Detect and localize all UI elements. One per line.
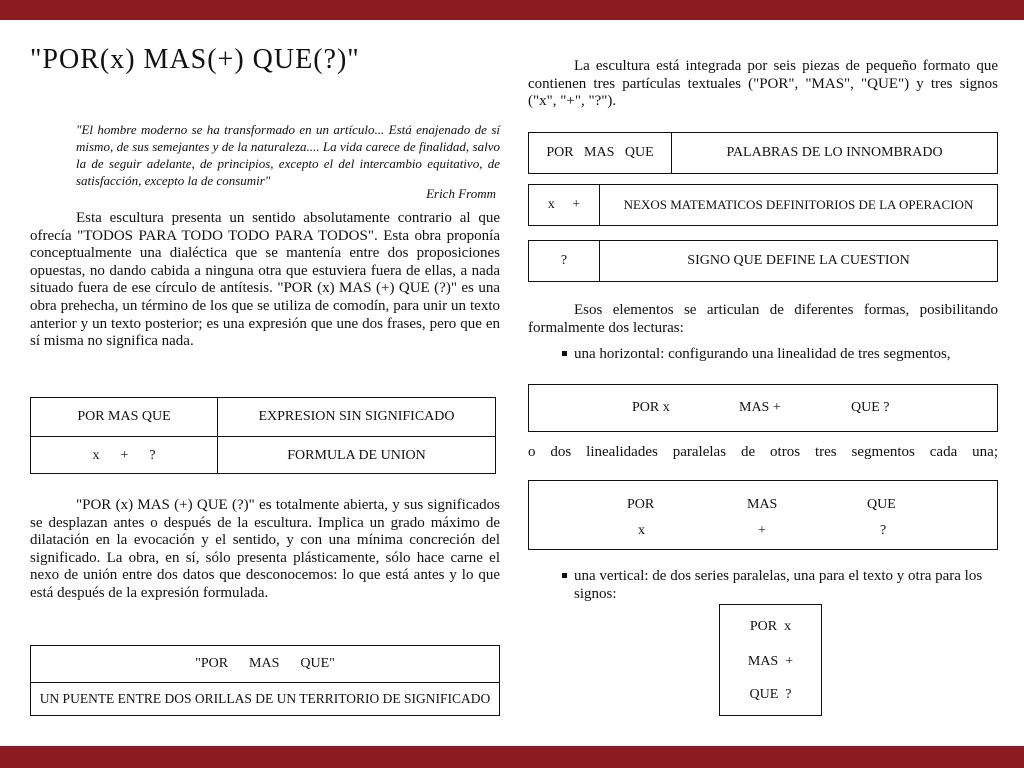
table-row: [31, 398, 495, 436]
segment: POR x: [749, 619, 792, 634]
segment-word: POR: [627, 497, 655, 512]
left-paragraph-2: "POR (x) MAS (+) QUE (?)" es totalmente abierta, y sus significados se desplazan antes o después de la escultura. Implica un grado máximo de dilatación en la evocación y el sentido, y con una mínima concreción del significado. La obra, en sí, sólo presenta plásticamente, sólo hace carne el nexo de unión entre dos datos que desconocemos: lo que está antes y lo que está después de la expresión formulada.: [30, 497, 500, 601]
pieces-table-2: [528, 184, 998, 226]
segment: MAS +: [747, 654, 794, 669]
parallel-reading-box: [528, 480, 998, 550]
right-paragraph-2: Esos elementos se articulan de diferentes formas, posibilitando formalmente dos lecturas:: [528, 302, 998, 336]
middle-line: o dos linealidades paralelas de otros tres segmentos cada una;: [528, 444, 998, 460]
table-row: [31, 436, 495, 474]
segment-sign: +: [758, 523, 766, 538]
bullet-vertical: [562, 568, 998, 603]
segment: POR x: [632, 400, 670, 415]
segment-sign: x: [638, 523, 645, 538]
table-cell: POR MAS QUE: [546, 145, 654, 160]
segment-word: MAS: [747, 497, 778, 512]
bullet-square-icon: [562, 351, 567, 356]
segment: QUE ?: [851, 400, 890, 415]
segment: MAS +: [739, 400, 781, 415]
segment: QUE ?: [749, 687, 792, 702]
pieces-table-3: [528, 240, 998, 282]
vertical-reading-box: [719, 604, 822, 716]
table-cell: FORMULA DE UNION: [217, 437, 495, 474]
segment-sign: ?: [880, 523, 887, 538]
bullet-square-icon: [562, 573, 567, 578]
bridge-table-bottom: UN PUENTE ENTRE DOS ORILLAS DE UN TERRITORIO DE SIGNIFICADO: [31, 682, 499, 715]
bridge-table-top: "POR MAS QUE": [195, 656, 335, 671]
page-title: "POR(x) MAS(+) QUE(?)": [30, 44, 360, 75]
bridge-table: [30, 645, 500, 716]
left-paragraph-1: Esta escultura presenta un sentido absolutamente contrario al que ofrecía "TODOS PARA TODO TODO PARA TODOS". Esta obra proponía conceptualmente una dialéctica que se mantenía entre dos proposiciones opuestas, no dando cabida a ninguna otra que estuviera fuera de ellas, a nada situado fuera de ese círculo de antítesis. "POR (x) MAS (+) QUE (?)" es una obra prehecha, un término de los que se utiliza de comodín, para unir un texto anterior y un texto posterior; es una expresión que une dos frases, pero que en sí misma no significa nada.: [30, 210, 500, 350]
meaning-table: [30, 397, 496, 474]
table-cell: NEXOS MATEMATICOS DEFINITORIOS DE LA OPERACION: [599, 185, 997, 225]
table-cell: EXPRESION SIN SIGNIFICADO: [217, 398, 495, 436]
bullet-text: una vertical: de dos series paralelas, una para el texto y otra para los signos:: [574, 568, 983, 602]
table-cell: x + ?: [92, 447, 156, 463]
table-cell: x +: [547, 197, 581, 212]
table-cell: SIGNO QUE DEFINE LA CUESTION: [599, 241, 997, 281]
epigraph-author: Erich Fromm: [426, 186, 496, 201]
bullet-text: una horizontal: configurando una linealidad de tres segmentos,: [574, 346, 951, 362]
table-cell: PALABRAS DE LO INNOMBRADO: [671, 133, 997, 173]
bottom-band: [0, 746, 1024, 768]
table-cell: ?: [560, 253, 568, 268]
epigraph-quote: "El hombre moderno se ha transformado en un artículo... Está enajenado de sí mismo, de sus semejantes y de la naturaleza.... La vida carece de finalidad, salvo la de seguir adelante, de principios, excepto el del intercambio equitativo, de satisfacción, excepto la de consumir": [76, 122, 500, 188]
segment-word: QUE: [867, 497, 896, 512]
pieces-table-1: [528, 132, 998, 174]
horizontal-reading-box: [528, 384, 998, 432]
top-band: [0, 0, 1024, 20]
right-paragraph-1: La escultura está integrada por seis piezas de pequeño formato que contienen tres partículas textuales ("POR", "MAS", "QUE") y tres signos ("x", "+", "?").: [528, 58, 998, 110]
table-cell: POR MAS QUE: [77, 409, 171, 424]
bullet-horizontal: [562, 346, 998, 364]
